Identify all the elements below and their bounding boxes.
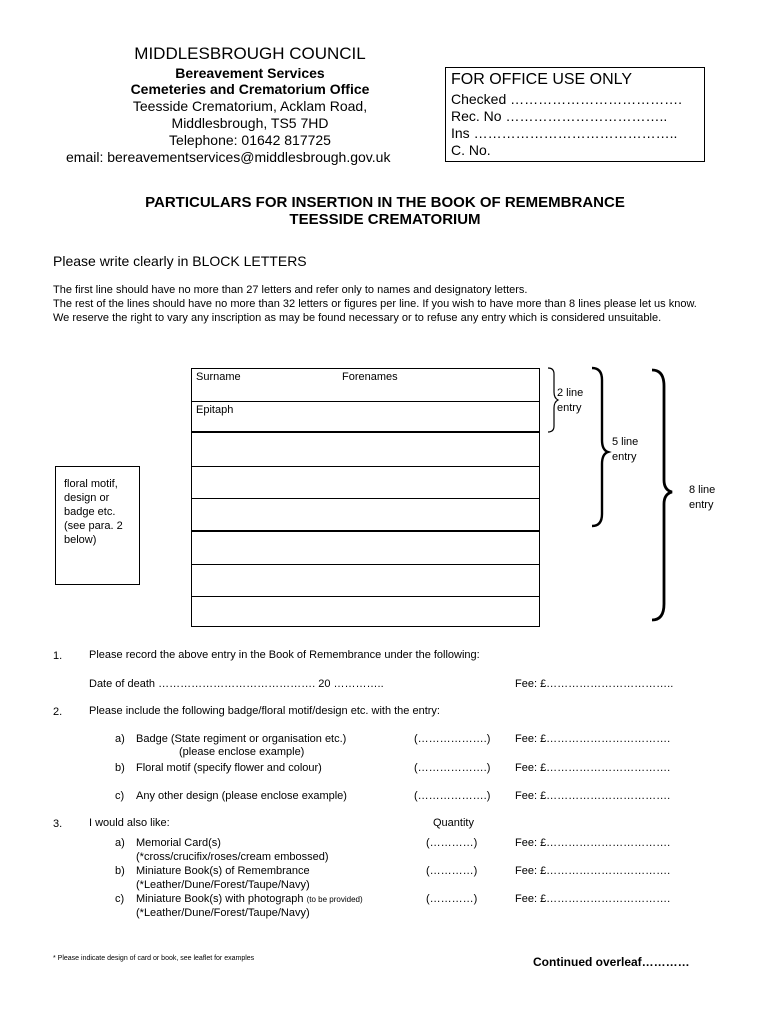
miniature-book-option: Miniature Book(s) of Remembrance	[136, 865, 310, 877]
item-letter: c)	[115, 893, 125, 905]
service-name: Bereavement Services	[175, 65, 325, 81]
instructions	[53, 283, 713, 325]
memorial-card-fee-field[interactable]: Fee: £…………………………….	[515, 837, 671, 849]
instruction-1: The first line should have no more than 27 letters and refer only to names and designatory letters.	[53, 284, 528, 296]
section-3-number: 3.	[53, 818, 63, 830]
grid-divider	[192, 401, 539, 402]
epitaph-label: Epitaph	[196, 404, 234, 416]
section-1-number: 1.	[53, 650, 63, 662]
council-name: MIDDLESBROUGH COUNCIL	[134, 44, 366, 63]
photo-book-note: (to be provided)	[306, 895, 363, 904]
grid-divider	[192, 530, 539, 532]
office-name: Cemeteries and Crematorium Office	[130, 81, 370, 97]
brace-8-label: 8 line entry	[689, 484, 716, 511]
memorial-card-option: Memorial Card(s)	[136, 837, 221, 849]
grid-divider	[192, 596, 539, 597]
memorial-card-designs: (*cross/crucifix/roses/cream embossed)	[136, 851, 329, 863]
instruction-3: We reserve the right to vary any inscription as may be found necessary or to refuse any entry which is considered unsuitable.	[53, 312, 662, 324]
other-design-quantity-field[interactable]: (……………….)	[414, 790, 491, 802]
miniature-book-fee-field[interactable]: Fee: £…………………………….	[515, 865, 671, 877]
floral-motif-text: floral motif, design or badge etc. (see para. 2 below)	[64, 478, 123, 546]
office-checked: Checked ……………………………….	[451, 91, 683, 107]
address-line-2: Middlesbrough, TS5 7HD	[171, 115, 329, 131]
surname-label: Surname	[196, 371, 241, 383]
inscription-grid	[191, 368, 540, 627]
grid-divider	[192, 564, 539, 565]
date-of-death-field[interactable]: Date of death ……………………………………. 20 …………..	[89, 678, 384, 690]
section-3-text: I would also like:	[89, 817, 170, 829]
brace-2-label: 2 line entry	[557, 387, 584, 414]
footnote: * Please indicate design of card or book, see leaflet for examples	[53, 955, 255, 962]
office-use-title: FOR OFFICE USE ONLY	[451, 71, 633, 88]
memorial-card-quantity-field[interactable]: (…………)	[426, 837, 478, 849]
form-title-line-1: PARTICULARS FOR INSERTION IN THE BOOK OF REMEMBRANCE	[145, 194, 625, 211]
forenames-label: Forenames	[342, 371, 398, 383]
continued-overleaf: Continued overleaf…………	[533, 955, 690, 969]
grid-divider	[192, 498, 539, 499]
badge-note: (please enclose example)	[179, 746, 305, 758]
photo-book-quantity-field[interactable]: (…………)	[426, 893, 478, 905]
item-letter: a)	[115, 837, 125, 849]
badge-fee-field[interactable]: Fee: £…………………………….	[515, 733, 671, 745]
floral-motif-box	[55, 466, 140, 585]
instruction-2: The rest of the lines should have no more than 32 letters or figures per line. If you wish to have more than 8 lines please let us know.	[53, 298, 697, 310]
brace-8-line	[652, 370, 672, 620]
section-2-number: 2.	[53, 706, 63, 718]
item-letter: c)	[115, 790, 125, 802]
office-use-box	[445, 67, 705, 162]
grid-divider	[192, 431, 539, 433]
section-1-text: Please record the above entry in the Book of Remembrance under the following:	[89, 649, 480, 661]
photo-book-fee-field[interactable]: Fee: £…………………………….	[515, 893, 671, 905]
other-design-option: Any other design (please enclose example)	[136, 790, 347, 802]
other-design-fee-field[interactable]: Fee: £…………………………….	[515, 790, 671, 802]
item-letter: b)	[115, 865, 125, 877]
office-c-no: C. No.	[451, 142, 491, 158]
photo-book-colours: (*Leather/Dune/Forest/Taupe/Navy)	[136, 907, 310, 919]
miniature-book-quantity-field[interactable]: (…………)	[426, 865, 478, 877]
office-ins: Ins ……………………………………..	[451, 125, 678, 141]
item-letter: a)	[115, 733, 125, 745]
quantity-header: Quantity	[433, 817, 474, 829]
section-1-fee[interactable]: Fee: £……………………………..	[515, 678, 674, 690]
photo-book-text: Miniature Book(s) with photograph	[136, 893, 304, 905]
item-letter: b)	[115, 762, 125, 774]
address-line-1: Teesside Crematorium, Acklam Road,	[132, 98, 368, 114]
grid-divider	[192, 466, 539, 467]
email: email: bereavementservices@middlesbrough.gov.uk	[66, 149, 391, 165]
section-2-text: Please include the following badge/floral motif/design etc. with the entry:	[89, 705, 440, 717]
miniature-book-colours: (*Leather/Dune/Forest/Taupe/Navy)	[136, 879, 310, 891]
badge-option: Badge (State regiment or organisation etc.)	[136, 733, 347, 745]
photo-book-option	[136, 893, 363, 905]
floral-fee-field[interactable]: Fee: £…………………………….	[515, 762, 671, 774]
telephone: Telephone: 01642 817725	[169, 132, 331, 148]
floral-motif-option: Floral motif (specify flower and colour)	[136, 762, 322, 774]
block-letters-note: Please write clearly in BLOCK LETTERS	[53, 253, 307, 269]
office-rec-no: Rec. No ……………………………..	[451, 108, 668, 124]
floral-quantity-field[interactable]: (……………….)	[414, 762, 491, 774]
brace-5-label: 5 line entry	[612, 436, 639, 463]
badge-quantity-field[interactable]: (……………….)	[414, 733, 491, 745]
form-title-line-2: TEESSIDE CREMATORIUM	[289, 211, 481, 228]
